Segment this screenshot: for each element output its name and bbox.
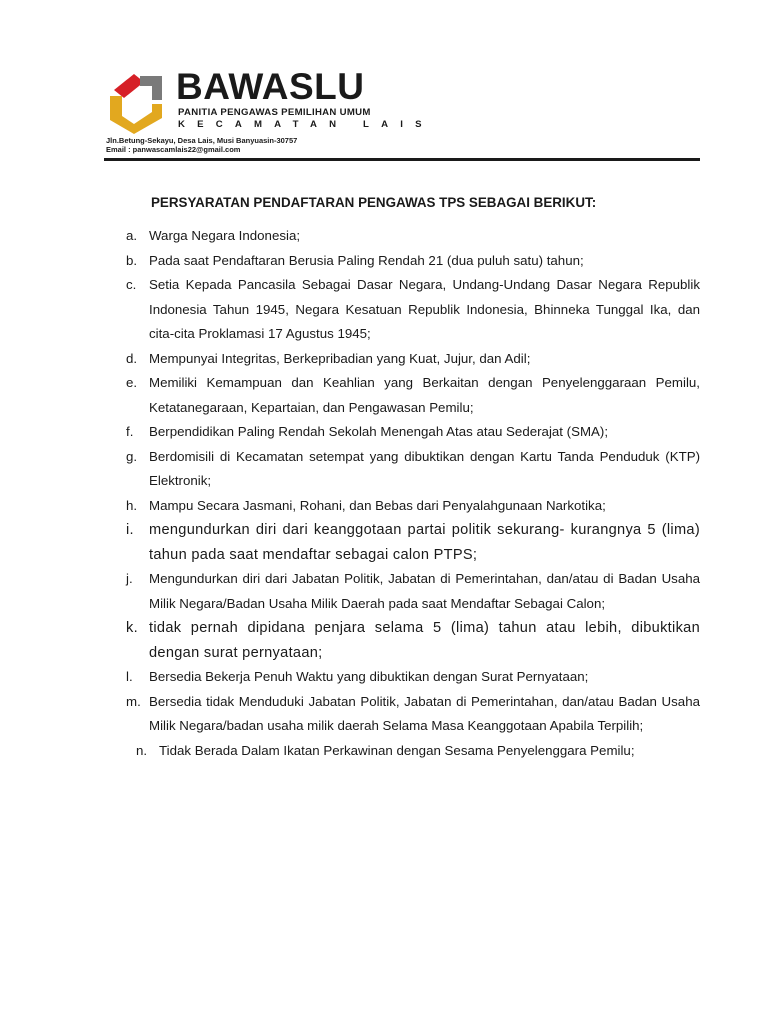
logo-red-shape: [114, 74, 144, 98]
requirements-list: [126, 224, 700, 763]
logo-gray-shape: [140, 76, 162, 100]
list-marker: m.: [126, 693, 141, 709]
list-item-text: Mempunyai Integritas, Berkepribadian yang Kuat, Jujur, dan Adil;: [149, 350, 531, 366]
list-marker: j.: [126, 571, 133, 586]
list-item-text: tidak pernah dipidana penjara selama 5 (lima) tahun atau lebih, dibuktikan dengan surat pernyataan;: [149, 620, 700, 661]
list-item-text: Setia Kepada Pancasila Sebagai Dasar Negara, Undang-Undang Dasar Negara Republik Indonesia Tahun 1945, Negara Kesatuan Republik Indonesia, Bhinneka Tunggal Ika, dan cita-cita Proklamasi 17 Agustus 1945;: [149, 277, 700, 341]
address: Jln.Betung-Sekayu, Desa Lais, Musi Banyuasin-30757: [106, 136, 298, 145]
list-item-text: mengundurkan diri dari keanggotaan partai politik sekurang- kurangnya 5 (lima) tahun pada saat mendaftar sebagai calon PTPS;: [149, 522, 700, 563]
list-item-text: Bersedia tidak Menduduki Jabatan Politik, Jabatan di Pemerintahan, dan/atau Badan Usaha Milik Negara/badan usaha milik daerah Selama Masa Keanggotaan Apabila Terpilih;: [149, 693, 700, 733]
list-marker: e.: [126, 375, 138, 390]
list-item: [126, 739, 700, 764]
list-item: [126, 445, 700, 494]
list-marker: c.: [126, 277, 137, 292]
org-name: BAWASLU: [176, 66, 365, 107]
list-item-text: Tidak Berada Dalam Ikatan Perkawinan dengan Sesama Penyelenggara Pemilu;: [159, 742, 635, 758]
email: Email : panwascamlais22@gmail.com: [106, 145, 241, 154]
list-item: [126, 249, 700, 274]
list-marker: k.: [126, 620, 138, 636]
list-item-text: Mengundurkan diri dari Jabatan Politik, Jabatan di Pemerintahan, dan/atau di Badan Usaha Milik Negara/Badan Usaha Milik Daerah pada saat Mendaftar Sebagai Calon;: [149, 571, 700, 611]
list-marker: n.: [136, 742, 148, 758]
list-item-text: Warga Negara Indonesia;: [149, 228, 301, 243]
list-item: [126, 224, 700, 249]
list-item-text: Memiliki Kemampuan dan Keahlian yang Berkaitan dengan Penyelenggaraan Pemilu, Ketatanegaraan, Kepartaian, dan Pengawasan Pemilu;: [149, 375, 700, 415]
letterhead: [104, 66, 704, 166]
list-marker: l.: [126, 669, 133, 684]
list-marker: d.: [126, 350, 138, 366]
list-item-text: Berdomisili di Kecamatan setempat yang dibuktikan dengan Kartu Tanda Penduduk (KTP) Elektronik;: [149, 448, 700, 488]
list-item: [126, 690, 700, 739]
list-item: [126, 567, 700, 616]
org-district: KECAMATAN LAIS: [178, 119, 434, 130]
list-item: [126, 371, 700, 420]
list-marker: f.: [126, 424, 134, 439]
list-marker: b.: [126, 252, 138, 268]
document-title: PERSYARATAN PENDAFTARAN PENGAWAS TPS SEBAGAI BERIKUT:: [151, 195, 597, 210]
list-marker: g.: [126, 448, 138, 464]
list-item: [126, 273, 700, 347]
logo-gold-shape: [110, 96, 162, 134]
header-divider: [104, 158, 700, 161]
list-item: [126, 494, 700, 519]
list-item: [126, 616, 700, 665]
list-item: [126, 518, 700, 567]
list-item: [126, 665, 700, 690]
bawaslu-logo: [104, 68, 170, 134]
org-subtitle: PANITIA PENGAWAS PEMILIHAN UMUM: [178, 107, 371, 118]
list-marker: h.: [126, 497, 138, 513]
list-item: [126, 347, 700, 372]
list-item-text: Bersedia Bekerja Penuh Waktu yang dibuktikan dengan Surat Pernyataan;: [149, 669, 589, 684]
list-item-text: Pada saat Pendaftaran Berusia Paling Rendah 21 (dua puluh satu) tahun;: [149, 252, 584, 268]
list-item: [126, 420, 700, 445]
list-marker: i.: [126, 522, 134, 538]
list-item-text: Mampu Secara Jasmani, Rohani, dan Bebas dari Penyalahgunaan Narkotika;: [149, 497, 606, 513]
list-item-text: Berpendidikan Paling Rendah Sekolah Menengah Atas atau Sederajat (SMA);: [149, 424, 609, 439]
list-marker: a.: [126, 228, 138, 243]
